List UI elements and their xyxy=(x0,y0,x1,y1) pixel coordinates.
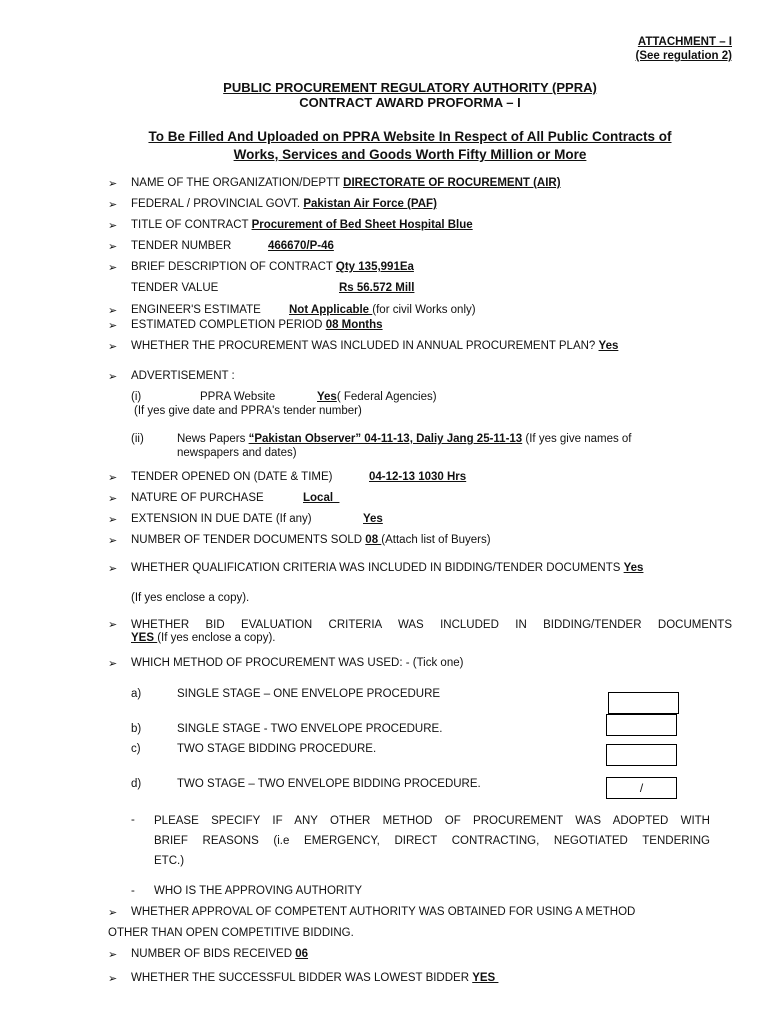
docs-sold-row xyxy=(131,534,491,546)
org-row xyxy=(131,177,561,189)
docs-sold-note: (Attach list of Buyers) xyxy=(381,534,491,546)
contract-title-row xyxy=(131,219,473,231)
tender-number-label: TENDER NUMBER xyxy=(131,240,232,252)
lowest-bidder-row xyxy=(131,972,498,984)
ad-item-ii-row xyxy=(177,433,632,445)
lowest-bidder-label: WHETHER THE SUCCESSFUL BIDDER WAS LOWEST BIDDER xyxy=(131,972,470,984)
govt-label: FEDERAL / PROVINCIAL GOVT. xyxy=(131,198,301,210)
bullet-arrow-icon: ➢ xyxy=(108,178,118,190)
govt-value: Pakistan Air Force (PAF) xyxy=(303,198,437,210)
lowest-bidder-value: YES xyxy=(472,972,499,984)
govt-row xyxy=(131,198,437,210)
bullet-arrow-icon: ➢ xyxy=(108,241,118,253)
method-option-b-letter: b) xyxy=(131,723,142,735)
method-option-a-letter: a) xyxy=(131,688,142,700)
bullet-arrow-icon: ➢ xyxy=(108,320,118,332)
method-option-d-checkbox[interactable]: / xyxy=(606,777,677,799)
estimate-row xyxy=(289,304,476,316)
tender-number-value: 466670/P-46 xyxy=(268,240,334,252)
approval-line1: WHETHER APPROVAL OF COMPETENT AUTHORITY WAS OBTAINED FOR USING A METHOD xyxy=(131,906,636,918)
docs-sold-label: NUMBER OF TENDER DOCUMENTS SOLD xyxy=(131,534,363,546)
description-row xyxy=(131,261,414,273)
ad-item-i-hint: (If yes give date and PPRA's tender number) xyxy=(134,405,362,417)
bullet-arrow-icon: ➢ xyxy=(108,658,118,670)
ad-item-ii-note2: newspapers and dates) xyxy=(177,447,297,459)
bullet-arrow-icon: ➢ xyxy=(108,973,118,985)
ad-item-ii-value: “Pakistan Observer” 04-11-13, Daliy Jang 25-11-13 xyxy=(248,433,523,445)
tender-opened-value: 04-12-13 1030 Hrs xyxy=(369,471,467,483)
attachment-label: ATTACHMENT – I xyxy=(637,36,732,48)
form-subtitle-line2: Works, Services and Goods Worth Fifty Million or More xyxy=(233,147,587,162)
ad-item-i-value: Yes xyxy=(317,391,337,403)
method-option-a-checkbox[interactable] xyxy=(608,692,679,714)
bids-value: 06 xyxy=(295,948,309,960)
method-option-c-letter: c) xyxy=(131,743,141,755)
advertisement-label: ADVERTISEMENT : xyxy=(131,370,235,382)
org-value: DIRECTORATE OF ROCUREMENT (AIR) xyxy=(343,177,561,189)
bullet-arrow-icon: ➢ xyxy=(108,341,118,353)
bids-row xyxy=(131,948,308,960)
method-option-c-text: TWO STAGE BIDDING PROCEDURE. xyxy=(177,743,377,755)
method-option-c-checkbox[interactable] xyxy=(606,744,677,766)
specify-dash: - xyxy=(131,814,135,826)
qualification-label: WHETHER QUALIFICATION CRITERIA WAS INCLUDED IN BIDDING/TENDER DOCUMENTS xyxy=(131,562,621,574)
nature-label: NATURE OF PURCHASE xyxy=(131,492,264,504)
bullet-arrow-icon: ➢ xyxy=(108,907,118,919)
estimate-value: Not Applicable xyxy=(289,304,373,316)
bullet-arrow-icon: ➢ xyxy=(108,514,118,526)
specify-line1: PLEASE SPECIFY IF ANY OTHER METHOD OF PROCUREMENT WAS ADOPTED WITH xyxy=(154,815,710,827)
estimate-note: (for civil Works only) xyxy=(372,304,476,316)
ad-item-i-note: ( Federal Agencies) xyxy=(336,391,437,403)
qualification-note: (If yes enclose a copy). xyxy=(131,592,250,604)
form-title: CONTRACT AWARD PROFORMA – I xyxy=(299,95,521,110)
completion-value: 08 Months xyxy=(325,319,383,331)
form-subtitle-line1: To Be Filled And Uploaded on PPRA Website In Respect of All Public Contracts of xyxy=(148,129,672,144)
org-label: NAME OF THE ORGANIZATION/DEPTT xyxy=(131,177,340,189)
bullet-arrow-icon: ➢ xyxy=(108,493,118,505)
bullet-arrow-icon: ➢ xyxy=(108,371,118,383)
ad-item-i-row xyxy=(317,391,437,403)
plan-row xyxy=(131,340,618,352)
extension-label: EXTENSION IN DUE DATE (If any) xyxy=(131,513,312,525)
specify-line2: BRIEF REASONS (i.e EMERGENCY, DIRECT CONTRACTING, NEGOTIATED TENDERING xyxy=(154,835,710,847)
evaluation-label: WHETHER BID EVALUATION CRITERIA WAS INCLUDED IN BIDDING/TENDER DOCUMENTS xyxy=(131,619,732,631)
regulation-label: (See regulation 2) xyxy=(635,50,732,62)
bullet-arrow-icon: ➢ xyxy=(108,563,118,575)
ad-item-ii-number: (ii) xyxy=(131,433,144,445)
method-option-b-checkbox[interactable] xyxy=(606,714,677,736)
description-value: Qty 135,991Ea xyxy=(335,261,414,273)
approval-line2: OTHER THAN OPEN COMPETITIVE BIDDING. xyxy=(108,927,354,939)
ad-item-i-label: PPRA Website xyxy=(200,391,276,403)
ad-item-ii-note: (If yes give names of xyxy=(525,433,632,445)
description-label: BRIEF DESCRIPTION OF CONTRACT xyxy=(131,261,333,273)
bullet-arrow-icon: ➢ xyxy=(108,199,118,211)
evaluation-row xyxy=(131,632,275,644)
estimate-label: ENGINEER'S ESTIMATE xyxy=(131,304,261,316)
bullet-arrow-icon: ➢ xyxy=(108,949,118,961)
method-option-b-text: SINGLE STAGE - TWO ENVELOPE PROCEDURE. xyxy=(177,723,443,735)
method-label: WHICH METHOD OF PROCUREMENT WAS USED: - (Tick one) xyxy=(131,657,464,669)
qualification-row xyxy=(131,562,643,574)
specify-line3: ETC.) xyxy=(154,855,185,867)
bullet-arrow-icon: ➢ xyxy=(108,220,118,232)
contract-title-value: Procurement of Bed Sheet Hospital Blue xyxy=(251,219,473,231)
tender-opened-label: TENDER OPENED ON (DATE & TIME) xyxy=(131,471,333,483)
method-option-d-text: TWO STAGE – TWO ENVELOPE BIDDING PROCEDURE. xyxy=(177,778,481,790)
tender-value-amount: Rs 56.572 Mill xyxy=(339,282,415,294)
extension-value: Yes xyxy=(363,513,383,525)
contract-title-label: TITLE OF CONTRACT xyxy=(131,219,249,231)
ad-item-i-number: (i) xyxy=(131,391,142,403)
approving-dash: - xyxy=(131,885,135,897)
bullet-arrow-icon: ➢ xyxy=(108,619,118,631)
bullet-arrow-icon: ➢ xyxy=(108,472,118,484)
bullet-arrow-icon: ➢ xyxy=(108,535,118,547)
nature-value: Local xyxy=(303,492,340,504)
tender-value-label: TENDER VALUE xyxy=(131,282,219,294)
completion-label: ESTIMATED COMPLETION PERIOD xyxy=(131,319,323,331)
plan-value: Yes xyxy=(598,340,619,352)
method-option-a-text: SINGLE STAGE – ONE ENVELOPE PROCEDURE xyxy=(177,688,441,700)
page-title: PUBLIC PROCUREMENT REGULATORY AUTHORITY (PPRA) xyxy=(223,80,597,95)
ad-item-ii-label: News Papers xyxy=(177,433,246,445)
method-option-d-letter: d) xyxy=(131,778,142,790)
bullet-arrow-icon: ➢ xyxy=(108,305,118,317)
approving-authority-label: WHO IS THE APPROVING AUTHORITY xyxy=(154,885,363,897)
bullet-arrow-icon: ➢ xyxy=(108,262,118,274)
plan-label: WHETHER THE PROCUREMENT WAS INCLUDED IN ANNUAL PROCUREMENT PLAN? xyxy=(131,340,596,352)
completion-row xyxy=(131,319,383,331)
docs-sold-value: 08 xyxy=(365,534,382,546)
evaluation-note: (If yes enclose a copy). xyxy=(157,632,276,644)
qualification-value: Yes xyxy=(623,562,644,574)
bids-label: NUMBER OF BIDS RECEIVED xyxy=(131,948,293,960)
evaluation-value: YES xyxy=(131,632,158,644)
